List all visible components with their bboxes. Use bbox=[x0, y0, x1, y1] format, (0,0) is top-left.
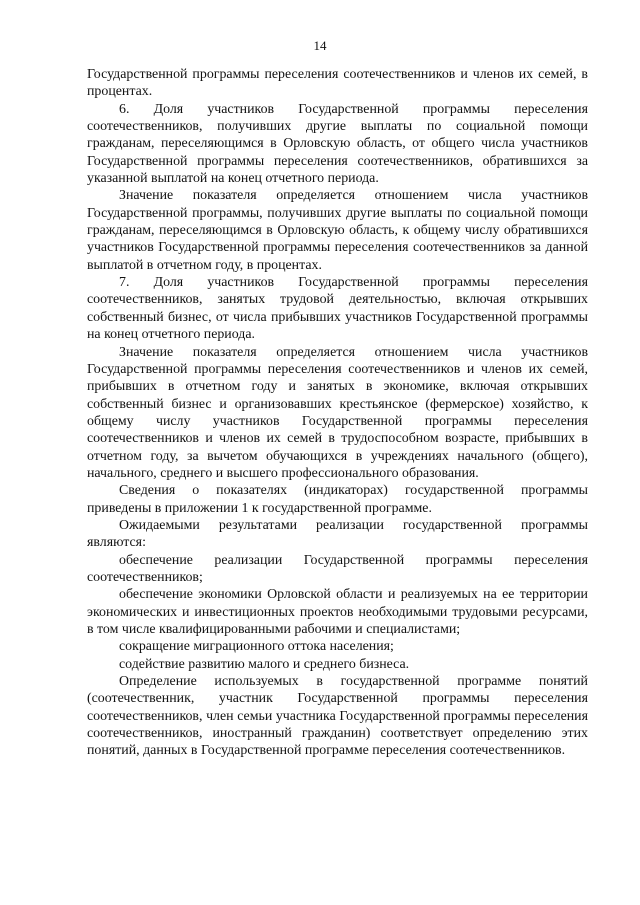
list-item-result-2: обеспечение экономики Орловской области и реализуемых на ее территории экономических и инвестиционных проектов необходимыми трудовыми ресурсами, в том числе квалифицированными рабочими и специалистами; bbox=[87, 587, 588, 637]
list-item-result-1: обеспечение реализации Государственной программы переселения соотечественников; bbox=[87, 552, 588, 585]
paragraph-indicator-6: 6. Доля участников Государственной программы переселения соотечественников, получивших другие выплаты по социальной помощи гражданам, переселяющимся в Орловскую область, от общего числа участников Государственной программы переселения соотечественников, обратившихся за указанной выплатой на конец отчетного периода. bbox=[87, 101, 588, 187]
list-item-result-3: сокращение миграционного оттока населения; bbox=[119, 639, 394, 655]
paragraph-continuation: Государственной программы переселения соотечественников и членов их семей, в процентах. bbox=[87, 67, 588, 100]
paragraph-expected-results-intro: Ожидаемыми результатами реализации государственной программы являются: bbox=[87, 517, 588, 551]
paragraph-definitions: Определение используемых в государственной программе понятий (соотечественник, участник Государственной программы переселения соотечественников, член семьи участника Государственной программы переселения соотечественников, иностранный гражданин) соответствует определению этих понятий, данных в Государственной программе переселения соотечественников. bbox=[87, 674, 588, 759]
document-body bbox=[87, 66, 588, 760]
paragraph-indicator-7: 7. Доля участников Государственной программы переселения соотечественников, занятых трудовой деятельностью, включая открывших собственный бизнес, от числа прибывших участников Государственной программы на конец отчетного периода. bbox=[87, 275, 588, 343]
paragraph-indicator-6-value: Значение показателя определяется отношением числа участников Государственной программы, получивших другие выплаты по социальной помощи гражданам, переселяющимся в Орловскую область, к общему числу обратившихся участников Государственной программы переселения соотечественников за данной выплатой в отчетном году, в процентах. bbox=[87, 188, 588, 273]
page-number: 14 bbox=[313, 38, 327, 53]
paragraph-indicators-appendix: Сведения о показателях (индикаторах) государственной программы приведены в приложении 1 к государственной программе. bbox=[87, 483, 588, 516]
list-item-result-4: содействие развитию малого и среднего бизнеса. bbox=[119, 656, 410, 672]
paragraph-indicator-7-value: Значение показателя определяется отношением числа участников Государственной программы переселения соотечественников и членов их семей, прибывших в отчетном году и занятых в экономике, включая открывших собственный бизнес и организовавших крестьянское (фермерское) хозяйство, к общему числу участников Государственной программы переселения соотечественников и членов их семей в трудоспособном возрасте, прибывших в отчетном году, за вычетом обучающихся в учреждениях начального (общего), начального, среднего и высшего профессионального образования. bbox=[87, 344, 588, 481]
